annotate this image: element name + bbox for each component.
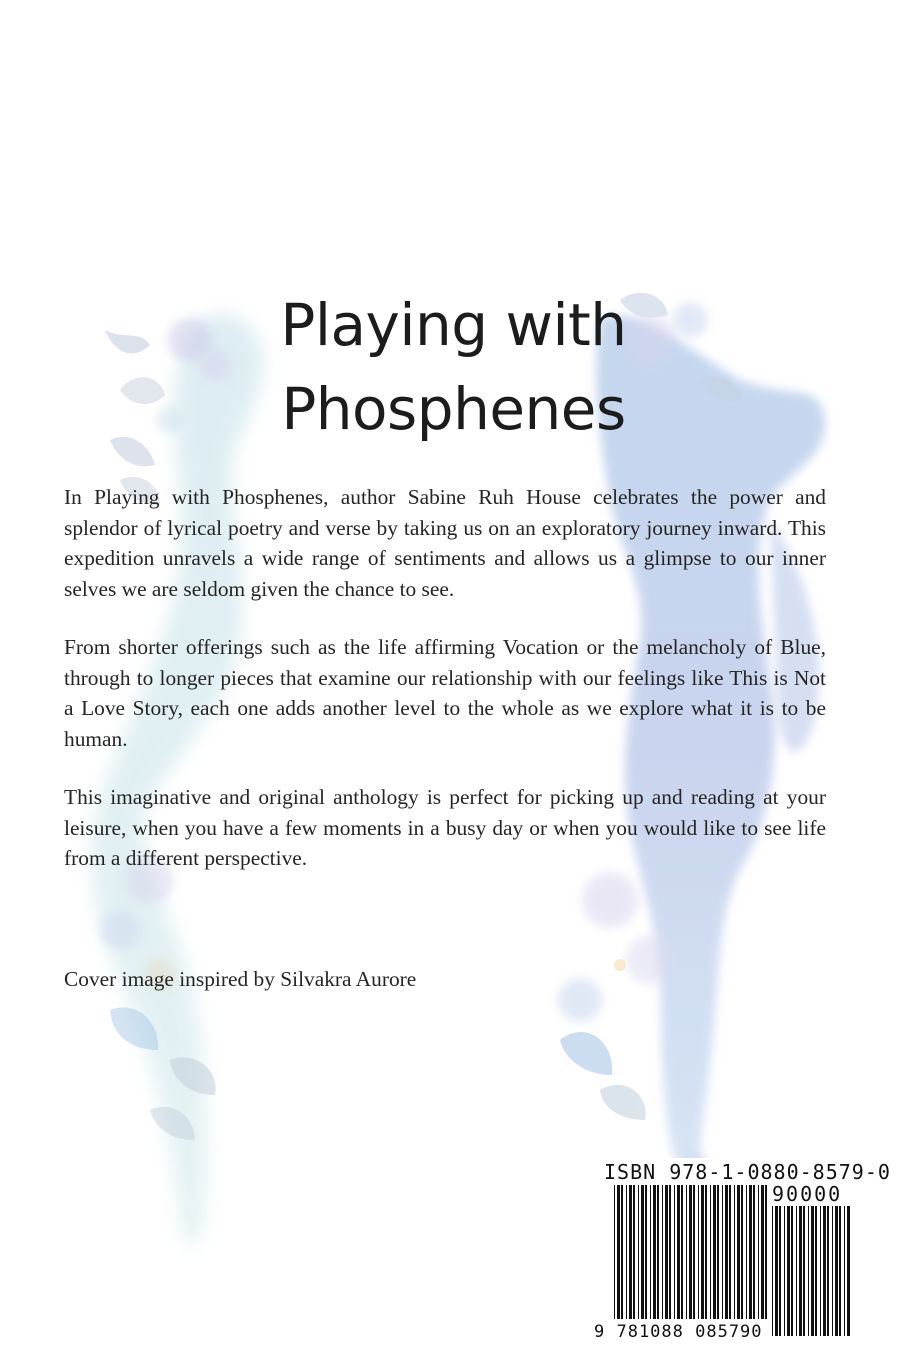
barcode-bar	[665, 1185, 668, 1319]
barcode-bar	[820, 1206, 821, 1336]
barcode-bar	[693, 1185, 695, 1319]
barcode-bar	[796, 1206, 797, 1336]
barcode-bar	[725, 1185, 728, 1319]
addon-barcode-bars	[772, 1206, 850, 1336]
barcode-bar	[758, 1185, 759, 1319]
barcode-bar	[772, 1206, 773, 1336]
barcode-bar	[765, 1185, 767, 1319]
barcode-bar	[839, 1206, 841, 1336]
barcode-bar	[734, 1185, 735, 1319]
barcode-bar	[641, 1185, 644, 1319]
barcode-bar	[713, 1185, 716, 1319]
left-figure	[91, 314, 263, 1246]
cover-image-credit: Cover image inspired by Silvakra Aurore	[64, 967, 417, 991]
isbn-label: ISBN 978-1-0880-8579-0	[604, 1160, 891, 1184]
barcode-bar	[645, 1185, 647, 1319]
barcode-bar	[761, 1185, 764, 1319]
barcode-bar	[722, 1185, 723, 1319]
barcode-bar	[799, 1206, 802, 1336]
barcode-bar	[686, 1185, 687, 1319]
barcode-bar	[746, 1185, 747, 1319]
barcode-bar	[638, 1185, 639, 1319]
main-barcode-bars	[614, 1185, 768, 1319]
barcode-bar	[650, 1185, 651, 1319]
barcode-bar	[629, 1185, 632, 1319]
barcode-bar	[784, 1206, 785, 1336]
blurb-paragraph-2: From shorter offerings such as the life affirming Vocation or the melancholy of Blue, through to longer pieces that examine our relationship with our feelings like This is Not a Love Story, each one adds another level to the whole as we explore what it is to be human.	[64, 635, 826, 751]
barcode-bar	[823, 1206, 826, 1336]
barcode-bar	[779, 1206, 781, 1336]
barcode-bar	[698, 1185, 699, 1319]
barcode-bar	[791, 1206, 793, 1336]
barcode-bar	[669, 1185, 671, 1319]
barcode-bar	[729, 1185, 731, 1319]
barcode-bar	[844, 1206, 845, 1336]
barcode-bar	[653, 1185, 656, 1319]
barcode-bar	[677, 1185, 680, 1319]
barcode-bar	[681, 1185, 683, 1319]
isbn-barcode	[590, 1158, 891, 1350]
barcode-bar	[753, 1185, 755, 1319]
barcode-bar	[827, 1206, 829, 1336]
book-title-line-2: Phosphenes	[281, 375, 626, 443]
barcode-bar	[674, 1185, 675, 1319]
barcode-bar	[847, 1206, 850, 1336]
barcode-bar	[835, 1206, 838, 1336]
barcode-bar	[662, 1185, 663, 1319]
barcode-bar	[832, 1206, 833, 1336]
book-title-line-1: Playing with	[280, 291, 627, 359]
barcode-bar	[614, 1185, 615, 1319]
barcode-bar	[749, 1185, 752, 1319]
barcode-bar	[717, 1185, 719, 1319]
blurb-paragraph-3: This imaginative and original anthology is perfect for picking up and reading at your leisure, when you have a few moments in a busy day or when you would like to see life from a different perspective.	[64, 785, 826, 870]
barcode-bar	[657, 1185, 659, 1319]
barcode-digits: 9 781088 085790	[594, 1322, 763, 1342]
barcode-bar	[626, 1185, 627, 1319]
barcode-bar	[633, 1185, 635, 1319]
barcode-bar	[710, 1185, 711, 1319]
barcode-bar	[701, 1185, 704, 1319]
barcode-bar	[689, 1185, 692, 1319]
barcode-bar	[815, 1206, 817, 1336]
barcode-bar	[705, 1185, 707, 1319]
barcode-bar	[621, 1185, 623, 1319]
barcode-bar	[787, 1206, 790, 1336]
barcode-bar	[803, 1206, 805, 1336]
barcode-bar	[737, 1185, 740, 1319]
barcode-bar	[775, 1206, 778, 1336]
price-addon-number: 90000	[772, 1182, 843, 1206]
barcode-bar	[811, 1206, 814, 1336]
barcode-bar	[741, 1185, 743, 1319]
barcode-bar	[617, 1185, 620, 1319]
barcode-bar	[808, 1206, 809, 1336]
blurb-paragraph-1: In Playing with Phosphenes, author Sabine Ruh House celebrates the power and splendor of lyrical poetry and verse by taking us on an exploratory journey inward. This expedition unravels a wide range of sentiments and allows us a glimpse to our inner selves we are seldom given the chance to see.	[64, 485, 826, 601]
